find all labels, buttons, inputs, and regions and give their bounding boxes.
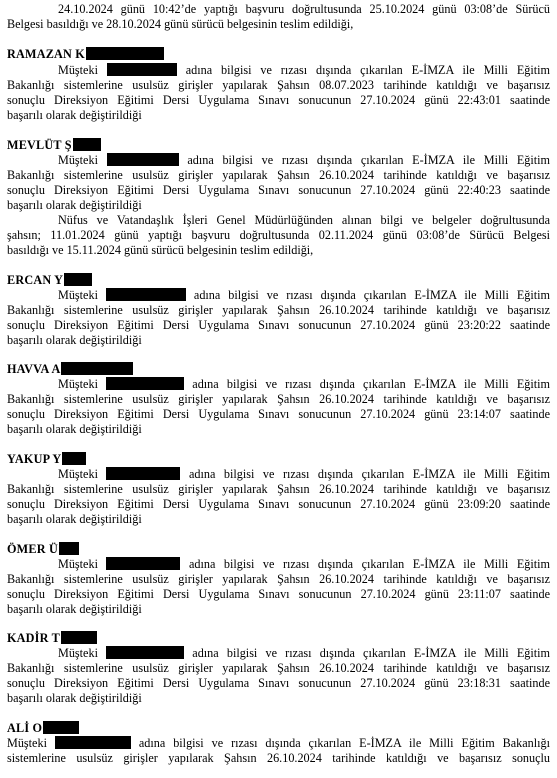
redaction-bar <box>62 452 86 465</box>
entry-line-2: Bakanlığı sistemlerine usulsüz girişler yapılarak Şahsın 26.10.2024 tarihinde katıldığı ve başarısız <box>7 661 550 675</box>
entry-line-4: başarılı olarak değiştirildiği <box>7 691 142 705</box>
entry-line-2: Bakanlığı sistemlerine usulsüz girişler yapılarak Şahsın 26.10.2024 tarihinde katıldığı ve başarısız <box>7 392 550 406</box>
entry-line-3: sonuçlu Direksiyon Eğitimi Dersi Uygulama Sınavı sonucunun 27.10.2024 günü 23:20:22 saatinde <box>7 318 550 332</box>
nvi-line-3: basıldığı ve 15.11.2024 günü sürücü belgesinin teslim edildiği, <box>7 243 314 257</box>
entry-line-3: sonuçlu Direksiyon Eğitimi Dersi Uygulama Sınavı sonucunun 27.10.2024 günü 22:43:01 saatinde <box>7 93 550 107</box>
entry-name: ÖMER Ü <box>7 542 550 557</box>
redaction-bar <box>61 631 97 644</box>
entry-name: ERCAN Y <box>7 273 550 288</box>
entry-line-1: Müşteki adına bilgisi ve rızası dışında çıkarılan E-İMZA ile Milli Eğitim <box>58 557 550 571</box>
nvi-line-2: şahsın; 11.01.2024 günü yaptığı başvuru doğrultusunda 02.11.2024 günü 03:08’de Sürücü Belgesi <box>7 228 550 242</box>
entry-line-2: Bakanlığı sistemlerine usulsüz girişler yapılarak Şahsın 26.10.2024 tarihinde katıldığı ve başarısız <box>7 303 550 317</box>
entry-line-1: Müşteki adına bilgisi ve rızası dışında çıkarılan E-İMZA ile Milli Eğitim <box>58 467 550 481</box>
entry-name: HAVVA A <box>7 362 550 377</box>
entry-name: KADİR T <box>7 631 550 646</box>
entry-line-3: sonuçlu Direksiyon Eğitimi Dersi Uygulama Sınavı sonucunun 27.10.2024 günü 22:40:23 saatinde <box>7 183 550 197</box>
redaction-bar <box>64 273 92 286</box>
entry-line-1: Müşteki adına bilgisi ve rızası dışında çıkarılan E-İMZA ile Milli Eğitim Bakanlığı <box>7 736 550 750</box>
entry-line-3: sonuçlu Direksiyon Eğitimi Dersi Uygulama Sınavı sonucunun 27.10.2024 günü 23:11:07 saatinde <box>7 587 550 601</box>
redaction-bar <box>106 646 184 659</box>
entry-line-1: Müşteki adına bilgisi ve rızası dışında çıkarılan E-İMZA ile Milli Eğitim <box>58 153 550 167</box>
entry-line-2: sistemlerine usulsüz girişler yapılarak Şahsın 26.10.2024 tarihinde katıldığı ve başarısız sonuçlu <box>7 751 550 765</box>
entry-line-3: sonuçlu Direksiyon Eğitimi Dersi Uygulama Sınavı sonucunun 27.10.2024 günü 23:14:07 saatinde <box>7 407 550 421</box>
entry-name: MEVLÜT Ş <box>7 138 550 153</box>
redaction-bar <box>106 467 180 480</box>
nvi-line-1: Nüfus ve Vatandaşlık İşleri Genel Müdürlüğünden alınan bilgi ve belgeler doğrultusunda <box>58 213 550 227</box>
entry-line-1: Müşteki adına bilgisi ve rızası dışında çıkarılan E-İMZA ile Milli Eğitim <box>58 63 550 77</box>
entry-name: YAKUP Y <box>7 452 550 467</box>
redaction-bar <box>86 47 164 60</box>
entry-line-2: Bakanlığı sistemlerine usulsüz girişler yapılarak Şahsın 26.10.2024 tarihinde katıldığı ve başarısız <box>7 168 550 182</box>
entry-line-4: başarılı olarak değiştirildiği <box>7 108 142 122</box>
entry-line-2: Bakanlığı sistemlerine usulsüz girişler yapılarak Şahsın 26.10.2024 tarihinde katıldığı ve başarısız <box>7 482 550 496</box>
intro-line-2: Belgesi basıldığı ve 28.10.2024 günü sürücü belgesinin teslim edildiği, <box>7 17 354 31</box>
redaction-bar <box>73 138 101 151</box>
entry-line-2: Bakanlığı sistemlerine usulsüz girişler yapılarak Şahsın 26.10.2024 tarihinde katıldığı ve başarısız <box>7 572 550 586</box>
redaction-bar <box>106 377 184 390</box>
entry-line-3: sonuçlu Direksiyon Eğitimi Dersi Uygulama Sınavı sonucunun 27.10.2024 günü 23:09:20 saatinde <box>7 497 550 511</box>
intro-line-1: 24.10.2024 günü 10:42’de yaptığı başvuru doğrultusunda 25.10.2024 günü 03:08’de Sürücü <box>58 2 550 16</box>
redaction-bar <box>106 557 180 570</box>
entry-line-1: Müşteki adına bilgisi ve rızası dışında çıkarılan E-İMZA ile Milli Eğitim <box>58 288 550 302</box>
entry-line-4: başarılı olarak değiştirildiği <box>7 422 142 436</box>
redaction-bar <box>43 721 79 734</box>
redaction-bar <box>106 288 186 301</box>
redaction-bar <box>61 362 133 375</box>
redaction-bar <box>59 542 79 555</box>
entry-line-2: Bakanlığı sistemlerine usulsüz girişler yapılarak Şahsın 08.07.2023 tarihinde katıldığı ve başarısız <box>7 78 550 92</box>
entry-name: ALİ O <box>7 721 550 736</box>
entry-line-1: Müşteki adına bilgisi ve rızası dışında çıkarılan E-İMZA ile Milli Eğitim <box>58 377 550 391</box>
entry-line-4: başarılı olarak değiştirildiği <box>7 198 142 212</box>
entry-line-4: başarılı olarak değiştirildiği <box>7 333 142 347</box>
entry-name: RAMAZAN K <box>7 47 550 62</box>
redaction-bar <box>55 736 131 749</box>
redaction-bar <box>107 153 179 166</box>
entry-line-1: Müşteki adına bilgisi ve rızası dışında çıkarılan E-İMZA ile Milli Eğitim <box>58 646 550 660</box>
entry-line-4: başarılı olarak değiştirildiği <box>7 512 142 526</box>
entry-line-4: başarılı olarak değiştirildiği <box>7 602 142 616</box>
entry-line-3: sonuçlu Direksiyon Eğitimi Dersi Uygulama Sınavı sonucunun 27.10.2024 günü 23:18:31 saatinde <box>7 676 550 690</box>
redaction-bar <box>107 63 177 76</box>
